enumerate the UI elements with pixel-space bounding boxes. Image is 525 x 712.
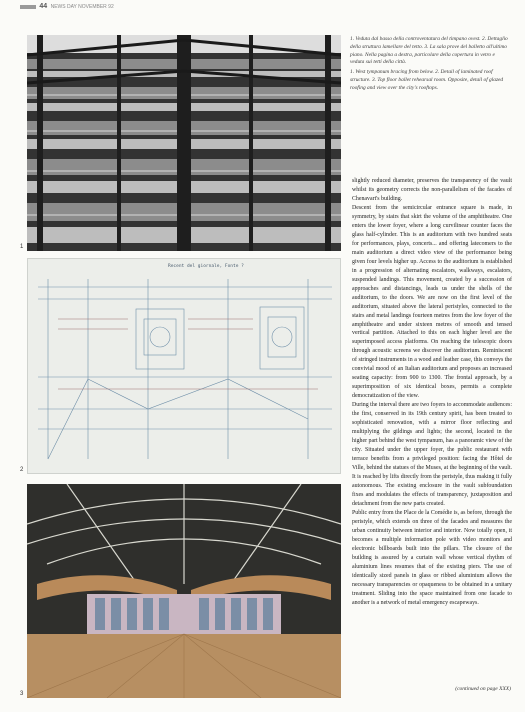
page-header (20, 3, 180, 12)
body-paragraph: During the interval there are two foyers to accommodate audiences: the first, conserved in its 19th century spirit, has been treated to sophisticated renovation, with a mirror floor reflecting and multiplying the gildings and lights; the second, located in the higher part behind the west tympanum, has a panoramic view of the city. Situated under the upper foyer, the public restaurant with terrace benefits from a privileged position: facing the Hôtel de Ville, behind the statues of the Muses, at the beginning of the vault. It is reached by lifts directly from the peristyle, thus making it fully autonomous. The existing enclosure in the vault subfoundation fixes and modulates the effects of transparency, juxtaposition and detachment from the new parts created. (352, 402, 512, 507)
drawing-illustration (28, 259, 341, 474)
article-body (352, 177, 512, 687)
continued-note: (continued on page XXX) (455, 686, 511, 692)
figure-1-number: 1 (20, 244, 24, 250)
body-paragraph: Descent from the semicircular entrance square is made, in symmetry, by stairs that skirt the volume of the amphitheatre. One enters the lower foyer, where a long curvilinear counter faces the glass half-cylinder. This is an auditorium with two hundred seats for performances, plays, concerts... and offering latecomers to the main auditorium a direct video view of the performance being given four levels higher up. Access to the auditorium is established in a progression of alternating escalators, walkways, escalators, suspended landings. This movement, created by a succession of approaches and distancings, leads us under the shells of the auditorium, to the doors. We are now on the first level of the auditorium, situated above the lateral peristyles, connected to the stairs and metal landings fourteen metres from the low foyer of the amphitheatre and under sixteen metres of smooth and tensed vertical partition. Attached to this on each higher level are the superimposed access platforms. On reaching the telescopic doors through acoustic screens we discover the auditorium. Reminiscent of stringed instruments in a wood and leather case, this conveys the convivial mood of an Italian auditorium and proposes an increased seating capacity: from 900 to 1300. The frontal approach, by a superimposition of six identical boxes, permits a complete democratization of the view. (352, 204, 512, 400)
interior-photo (27, 484, 341, 698)
drawing-title: Recent del giornale, Fonte ? (168, 264, 244, 269)
figure-caption (350, 36, 510, 95)
header-text: NEWS DAY NOVEMBER 92 (50, 3, 114, 10)
interior-illustration (27, 484, 341, 698)
architectural-drawing (27, 258, 341, 474)
page-number: 44 (39, 3, 48, 10)
roof-vault-illustration (27, 35, 341, 251)
figure-2-number: 2 (20, 467, 24, 473)
body-paragraph: Public entry from the Place de la Comédie is, as before, through the peristyle, which extends on three of the facades and measures the urban continuity between interior and interior. Now totally open, it becomes a multiple information pole with video monitors and electronic billboards built into the pillars. The closure of the building is assured by a curtain wall whose vertical rhythm of aluminium lines resumes that of the existing piers. The use of identically sized panels in glass or ribbed aluminium allows the necessary transparencies or opaqueness to be obtained in a unitary treatment. Sliding into the space maintained from one facade to another is a network of metal emergency escapeways. (352, 509, 512, 606)
body-paragraph: slightly reduced diameter, preserves the transparency of the vault whilst its geometry corrects the non-parallelism of the facades of Chenavart's building. (352, 178, 512, 202)
figure-3-number: 3 (20, 691, 24, 697)
caption-italian: 1. Veduta dal basso della controventatura del timpano ovest. 2. Dettaglio della struttura lamellare del tetto. 3. La sala prove del balletto all'ultimo piano. Nella pagina a destra, particolare della copertura in vetro e veduta sui tetti della città. (350, 36, 508, 66)
roof-vault-photo (27, 35, 341, 251)
caption-english: 1. West tympanum bracing from below. 2. Detail of laminated roof structure. 3. Top floor ballet rehearsal room. Opposite, detail of glazed roofing and view over the city's rooftops. (350, 69, 504, 91)
header-bar (20, 5, 36, 9)
